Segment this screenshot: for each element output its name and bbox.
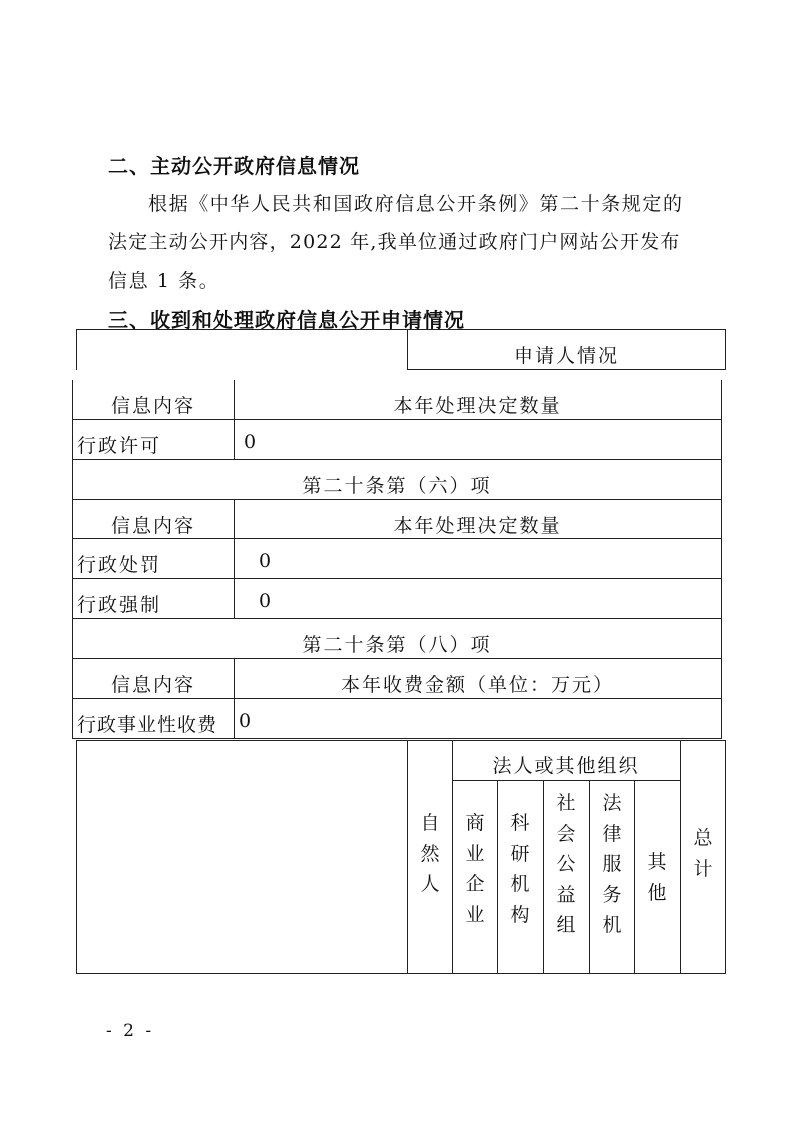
table-cell: 第二十条第（六）项 [302,475,492,497]
paragraph-line-3: 信息 1 条。 [108,270,220,292]
table-border [725,329,726,370]
table-cell: 本年处理决定数量 [393,395,562,417]
table-cell: 行政事业性收费 [77,714,218,736]
other-header: 其他 [647,851,667,904]
table-border [76,329,726,330]
natural-person-header: 自然人 [420,812,440,895]
table-border [725,740,726,974]
paragraph-line-2: 法定主动公开内容，2022 年,我单位通过政府门户网站公开发布 [108,231,681,253]
table-border [76,740,77,974]
table-border [407,329,408,370]
table-border [76,740,726,741]
table-cell: 信息内容 [110,674,195,696]
table-cell: 本年处理决定数量 [393,515,562,537]
table-border [72,499,722,500]
legal-service-header: 法律服务机 [602,792,622,936]
section-heading-2: 二、主动公开政府信息情况 [108,154,360,178]
table-cell: 信息内容 [110,515,195,537]
table-cell: 行政处罚 [77,554,162,576]
table-cell: 0 [244,431,259,453]
table-cell: 本年收费金额（单位：万元） [340,674,614,696]
table-border [76,973,726,974]
table-border [72,658,722,659]
table-cell: 0 [259,590,274,612]
table-border [72,738,722,739]
table-border [543,780,544,974]
table-border [721,380,722,739]
table-border [407,369,726,370]
table-cell: 0 [259,550,274,572]
table-cell: 第二十条第（八）项 [302,634,492,656]
commercial-header: 商业企业 [465,812,485,926]
research-header: 科研机构 [510,812,530,926]
page-number: - 2 - [106,1021,155,1041]
total-header: 总计 [693,827,713,880]
table-border [680,740,681,974]
table-border [407,740,408,974]
table-cell: 0 [239,710,254,732]
table-border [72,618,722,619]
table-cell: 行政强制 [77,594,162,616]
table-cell: 行政许可 [77,435,162,457]
table-border [72,459,722,460]
table-border [634,780,635,974]
social-header: 社会公益组 [556,792,576,936]
table-border [497,780,498,974]
table-border [76,329,77,370]
table-border [589,780,590,974]
table-border [452,780,681,781]
table-border [72,698,722,699]
section-heading-3: 三、收到和处理政府信息公开申请情况 [108,308,465,332]
table-cell: 信息内容 [110,395,195,417]
paragraph-line-1: 根据《中华人民共和国政府信息公开条例》第二十条规定的 [148,193,684,215]
table-border [72,578,722,579]
table-border [72,538,722,539]
applicant-header: 申请人情况 [514,345,620,367]
table-border [72,419,722,420]
legal-group-header: 法人或其他组织 [492,755,640,777]
